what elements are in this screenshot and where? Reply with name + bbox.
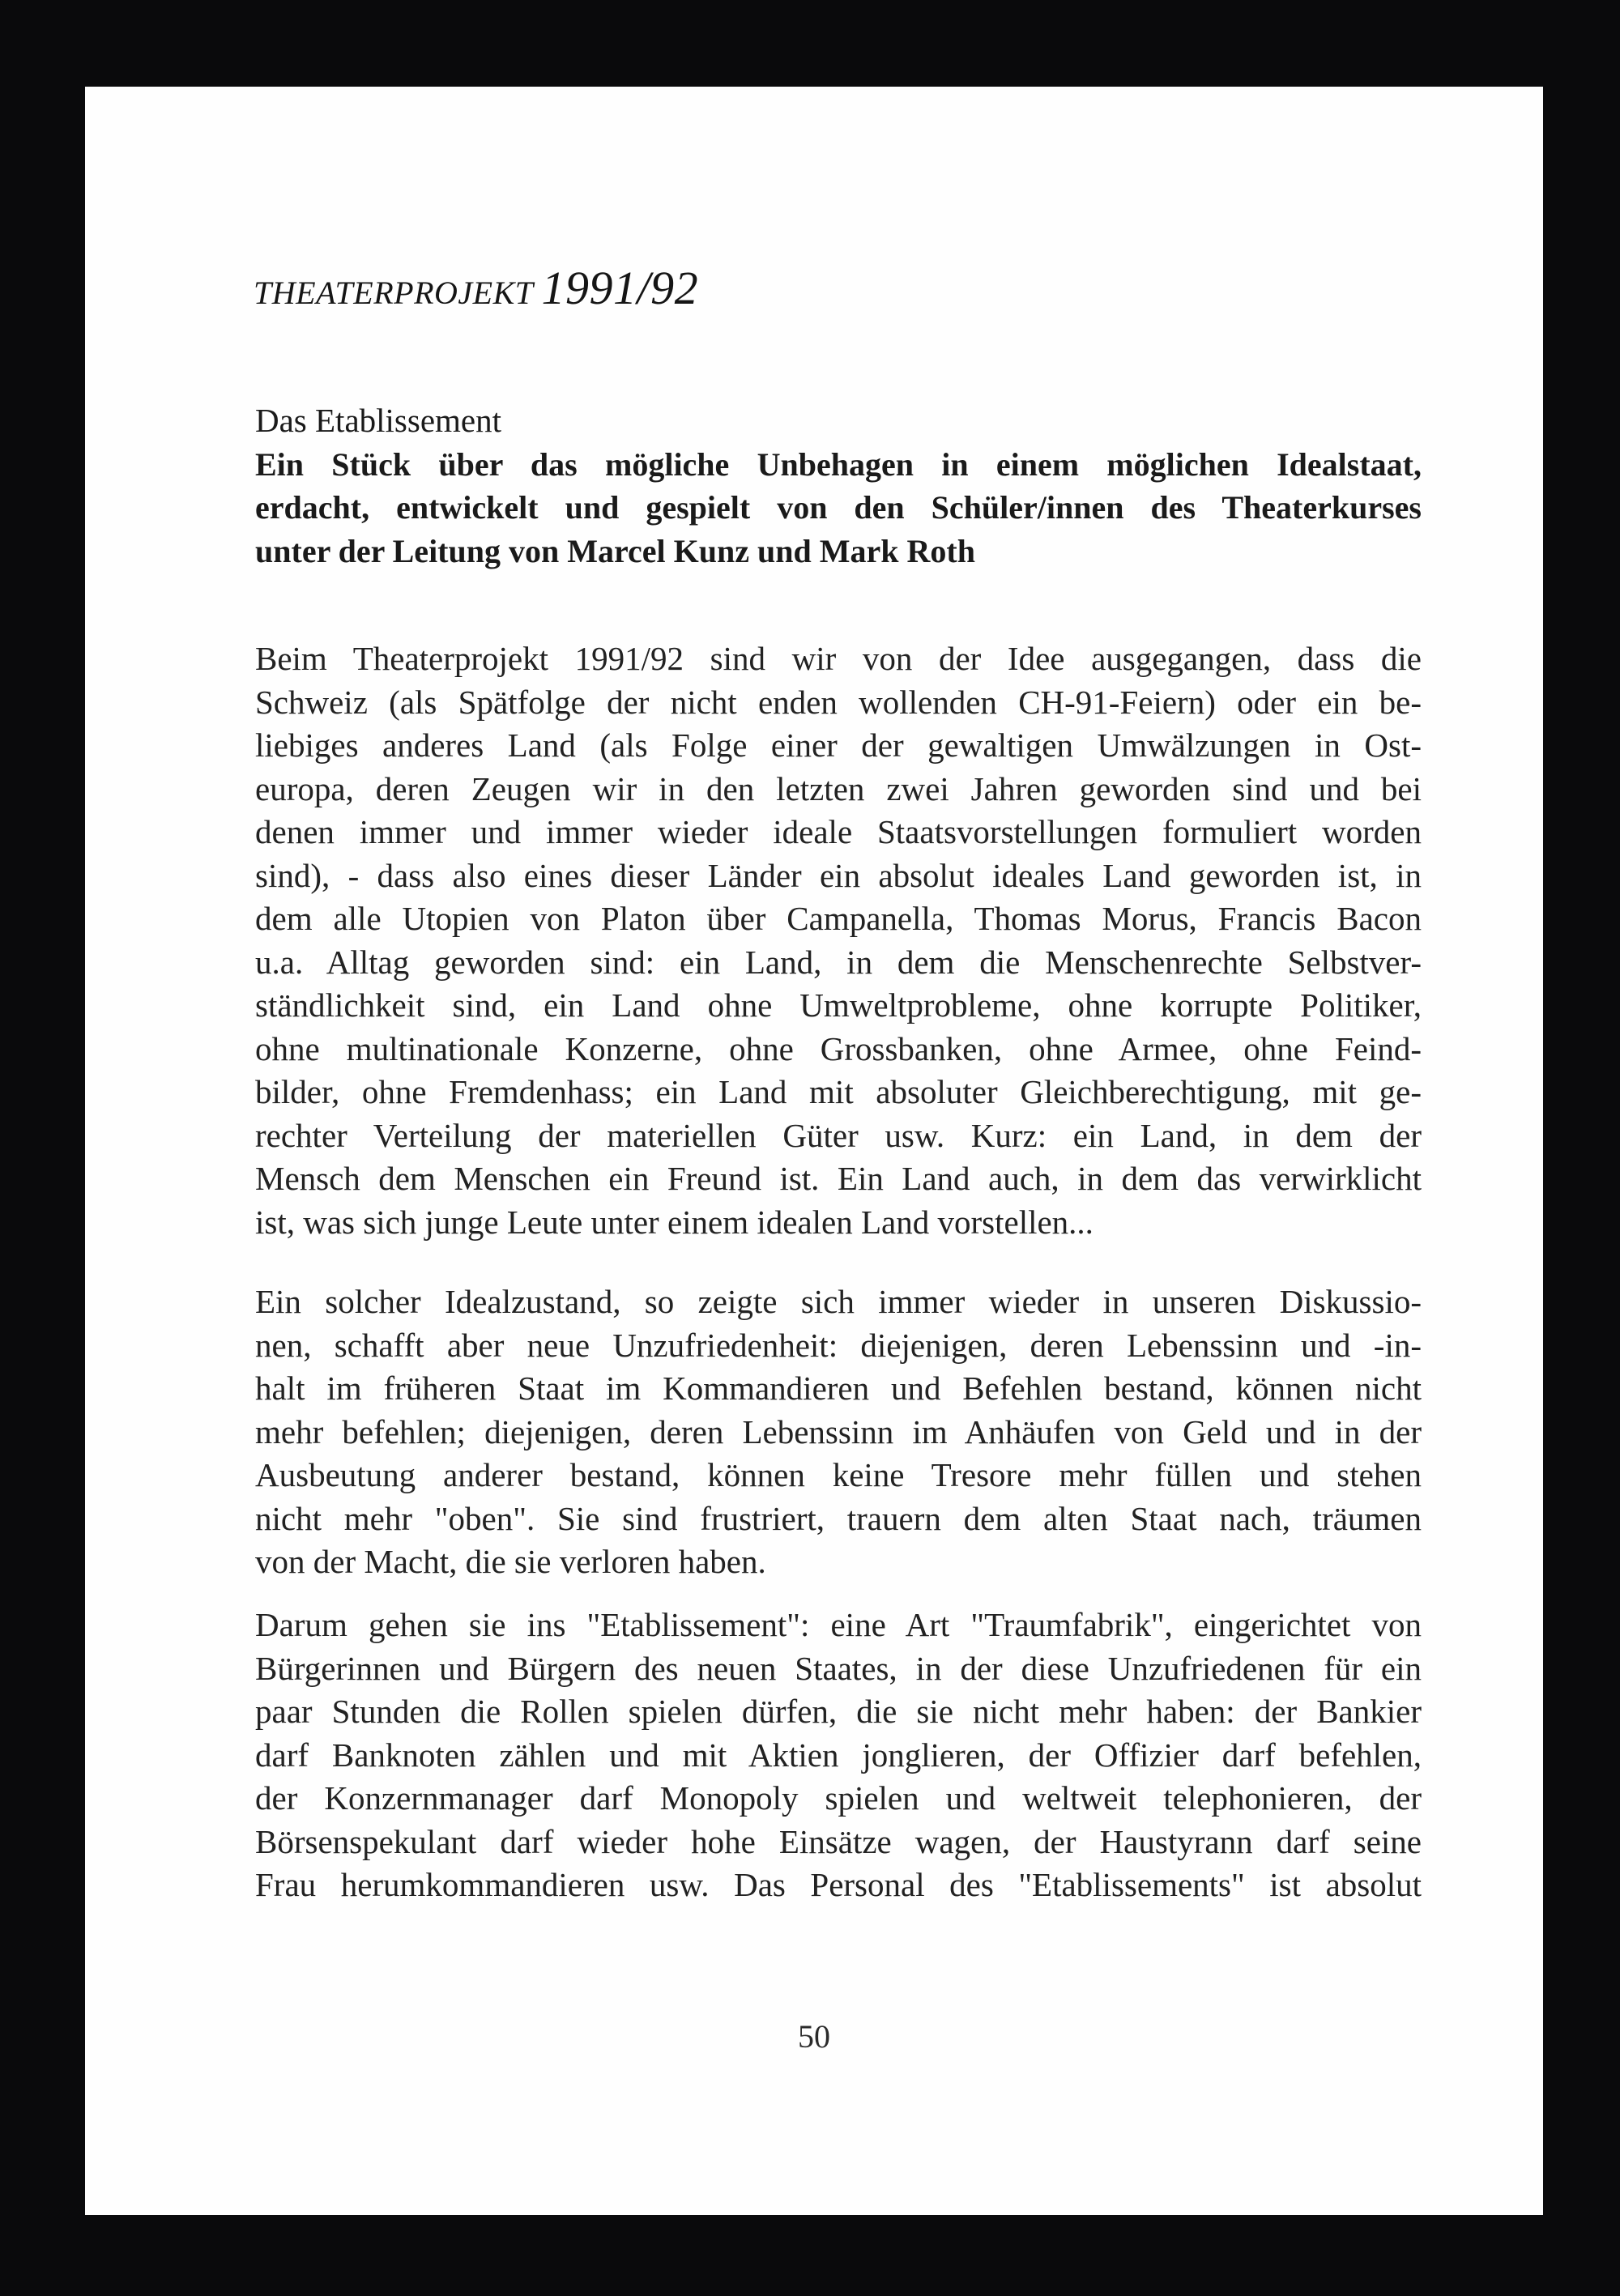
text-line: nen, schafft aber neue Unzufriedenheit: diejenigen, deren Lebenssinn und -in- <box>255 1326 1422 1364</box>
text-line: Darum gehen sie ins "Etablissement": eine Art "Traumfabrik", eingerichtet von <box>255 1606 1422 1643</box>
text-line: ist, was sich junge Leute unter einem idealen Land vorstellen... <box>255 1203 1094 1241</box>
play-description-line: erdacht, entwickelt und gespielt von den Schüler/innen des Theaterkurses <box>255 489 1422 526</box>
text-line: bilder, ohne Fremdenhass; ein Land mit absoluter Gleichberechtigung, mit ge- <box>255 1073 1422 1110</box>
page-title-year: 1991/92 <box>541 262 699 314</box>
text-line: sind), - dass also eines dieser Länder ein absolut ideales Land geworden ist, in <box>255 856 1422 894</box>
text-line: ohne multinationale Konzerne, ohne Grossbanken, ohne Armee, ohne Feind- <box>255 1029 1422 1067</box>
text-line: nicht mehr "oben". Sie sind frustriert, trauern dem alten Staat nach, träumen <box>255 1499 1422 1537</box>
text-line: mehr befehlen; diejenigen, deren Lebenssinn im Anhäufen von Geld und in der <box>255 1412 1422 1450</box>
text-line: Bürgerinnen und Bürgern des neuen Staates, in der diese Unzufriedenen für ein <box>255 1649 1422 1687</box>
text-line: europa, deren Zeugen wir in den letzten zwei Jahren geworden sind und bei <box>255 769 1422 807</box>
text-line: denen immer und immer wieder ideale Staatsvorstellungen formuliert worden <box>255 813 1422 850</box>
text-line: Mensch dem Menschen ein Freund ist. Ein Land auch, in dem das verwirklicht <box>255 1160 1422 1197</box>
text-line: ständlichkeit sind, ein Land ohne Umweltprobleme, ohne korrupte Politiker, <box>255 986 1422 1024</box>
play-description-line: Ein Stück über das mögliche Unbehagen in einem möglichen Idealstaat, <box>255 445 1422 483</box>
page-title <box>254 261 698 315</box>
text-line: u.a. Alltag geworden sind: ein Land, in dem die Menschenrechte Selbstver- <box>255 943 1422 981</box>
text-line: Börsenspekulant darf wieder hohe Einsätze wagen, der Haustyrann darf seine <box>255 1822 1422 1860</box>
text-line: halt im früheren Staat im Kommandieren und Befehlen bestand, können nicht <box>255 1370 1422 1407</box>
text-line: paar Stunden die Rollen spielen dürfen, die sie nicht mehr haben: der Bankier <box>255 1693 1422 1730</box>
text-line: dem alle Utopien von Platon über Campanella, Thomas Morus, Francis Bacon <box>255 900 1422 937</box>
play-name: Das Etablissement <box>255 402 502 439</box>
text-line: Ein solcher Idealzustand, so zeigte sich immer wieder in unseren Diskussio- <box>255 1283 1422 1320</box>
text-line: Beim Theaterprojekt 1991/92 sind wir von der Idee ausgegangen, dass die <box>255 640 1422 677</box>
text-line: von der Macht, die sie verloren haben. <box>255 1543 766 1580</box>
paragraph-3 <box>255 1604 1422 1907</box>
document-page <box>85 87 1543 2215</box>
play-subtitle <box>255 399 1422 573</box>
text-line: darf Banknoten zählen und mit Aktien jonglieren, der Offizier darf befehlen, <box>255 1736 1422 1774</box>
paragraph-1 <box>255 637 1422 1244</box>
page-number: 50 <box>798 2018 830 2055</box>
text-line: Frau herumkommandieren usw. Das Personal des "Etablissements" ist absolut <box>255 1866 1422 1903</box>
text-line: rechter Verteilung der materiellen Güter usw. Kurz: ein Land, in dem der <box>255 1116 1422 1154</box>
play-description-line: unter der Leitung von Marcel Kunz und Mark Roth <box>255 532 975 569</box>
text-line: Ausbeutung anderer bestand, können keine Tresore mehr füllen und stehen <box>255 1456 1422 1493</box>
paragraph-2 <box>255 1280 1422 1584</box>
text-line: der Konzernmanager darf Monopoly spielen und weltweit telephonieren, der <box>255 1779 1422 1817</box>
text-line: liebiges anderes Land (als Folge einer der gewaltigen Umwälzungen in Ost- <box>255 726 1422 764</box>
page-title-text: THEATERPROJEKT <box>254 275 534 311</box>
text-line: Schweiz (als Spätfolge der nicht enden wollenden CH-91-Feiern) oder ein be- <box>255 683 1422 721</box>
